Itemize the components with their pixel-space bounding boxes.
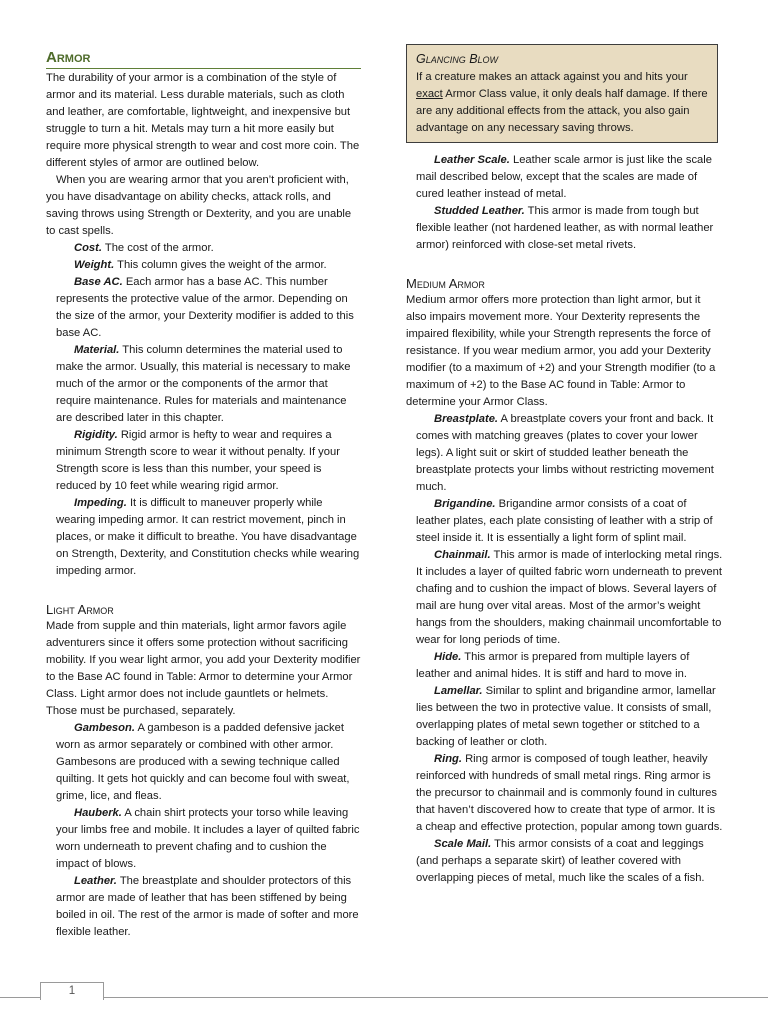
page-number: 1	[40, 982, 104, 1000]
entry-term: Studded Leather.	[434, 205, 525, 217]
light-armor-heading: Light Armor	[46, 602, 114, 617]
entry-text: Each armor has a base AC. This number represents the protective value of the armor. Depending on the size of the armor, your Dexterity modifier is added to this base AC.	[56, 276, 354, 339]
armor-intro: The durability of your armor is a combination of the style of armor and its material. Less durable materials, such as cloth and leather, are comfortable, lightweight, and inexpensive but struggle to turn a hit. Metals may turn a hit more easily but require more physical strength to wear and cost more coin. The different styles of armor are outlined below.	[46, 72, 360, 169]
medium-armor-entry-scale-mail	[406, 836, 723, 887]
entry-term: Leather Scale.	[434, 154, 510, 166]
glancing-blow-sidebar	[406, 44, 718, 143]
entry-text: Brigandine armor consists of a coat of leather plates, each plate consisting of leather with a strip of steel inside it. It is essentially a light form of splint mail.	[416, 498, 713, 544]
entry-term: Leather.	[74, 875, 117, 887]
entry-term: Hide.	[434, 651, 462, 663]
light-armor-intro: Made from supple and thin materials, light armor favors agile adventurers since it offers some protection without sacrificing mobility. If you wear light armor, you add your Dexterity modifier to the Base AC found in Table: Armor to determine your Armor Class. Light armor does not include gauntlets or helmets. Those must be purchased, separately.	[46, 620, 361, 717]
medium-armor-entry-ring	[406, 751, 723, 836]
entry-text: This armor is made of interlocking metal rings. It includes a layer of quilted fabric worn underneath to prevent chafing and to cushion the impact of blows. Several layers of mail are hung over vital areas. Most of the armor’s weight hangs from the shoulders, making chainmail uncomfortable to wear for long periods of time.	[416, 549, 723, 646]
entry-term: Chainmail.	[434, 549, 491, 561]
armor-entry-rigidity	[46, 427, 361, 495]
entry-text: Rigid armor is hefty to wear and requires a minimum Strength score to wear it without penalty. If your Strength score is less than this number, your speed is reduced by 10 feet while wearing rigid armor.	[56, 429, 340, 492]
sidebar-title: Glancing Blow	[416, 52, 499, 66]
armor-entry-base-ac	[46, 274, 361, 342]
left-column	[46, 70, 361, 941]
entry-term: Base AC.	[74, 276, 123, 288]
medium-armor-entry-chainmail	[406, 547, 723, 649]
entry-text: This column determines the material used to make the armor. Usually, this material is necessary to make much of the armor or the components of the armor that require maintenance. Rules for materials and maintenance are described later in this chapter.	[56, 344, 351, 424]
entry-text: Similar to splint and brigandine armor, lamellar lies between the two in protective value. It consists of small, overlapping plates of metal sewn together or stitched to a backing of leather or cloth.	[416, 685, 716, 748]
entry-text: This armor is prepared from multiple layers of leather and animal hides. It is stiff and hard to move in.	[416, 651, 690, 680]
entry-text: This column gives the weight of the armor.	[117, 259, 327, 271]
armor-entry-material	[46, 342, 361, 427]
armor-entry-cost	[46, 240, 361, 257]
medium-armor-entry-lamellar	[406, 683, 723, 751]
entry-term: Hauberk.	[74, 807, 122, 819]
entry-term: Gambeson.	[74, 722, 135, 734]
medium-armor-heading: Medium Armor	[406, 276, 485, 291]
entry-term: Rigidity.	[74, 429, 118, 441]
medium-armor-entry-hide	[406, 649, 723, 683]
entry-term: Cost.	[74, 242, 102, 254]
sidebar-text-part: Armor Class value, it only deals half damage. If there are any additional effects from the attack, you also gain advantage on any necessary saving throws.	[416, 88, 708, 134]
entry-text: It is difficult to maneuver properly while wearing impeding armor. It can restrict movement, pinch in places, or make it difficult to breathe. You have disadvantage on Strength, Dexterity, and Constitution checks while wearing impeding armor.	[56, 497, 360, 577]
light-armor-entry-leather	[46, 873, 361, 941]
entry-text: This armor consists of a coat and leggings (and perhaps a separate skirt) of leather covered with overlapping pieces of metal, much like the scales of a fish.	[416, 838, 705, 884]
entry-text: This armor is made from tough but flexible leather (not hardened leather, as with normal leather armor) reinforced with close-set metal rivets.	[416, 205, 714, 251]
sidebar-text	[416, 69, 709, 137]
sidebar-text-part: If a creature makes an attack against you and hits your	[416, 71, 688, 83]
entry-term: Lamellar.	[434, 685, 483, 697]
entry-text: A breastplate covers your front and back. It comes with matching greaves (plates to cover your lower legs). A light suit or skirt of studded leather beneath the breastplate protects your limbs without restricting movement much.	[416, 413, 714, 493]
entry-text: The breastplate and shoulder protectors of this armor are made of leather that has been stiffened by being boiled in oil. The rest of the armor is made of softer and more flexible leather.	[56, 875, 359, 938]
entry-term: Breastplate.	[434, 413, 499, 425]
sidebar-underlined-word: exact	[416, 88, 443, 100]
medium-armor-entry-breastplate	[406, 411, 723, 496]
armor-proficiency-paragraph: When you are wearing armor that you aren’t proficient with, you have disadvantage on ability checks, attack rolls, and saving throws using Strength or Dexterity, and you are unable to cast spells.	[46, 174, 352, 237]
light-armor-entry-hauberk	[46, 805, 361, 873]
entry-term: Impeding.	[74, 497, 127, 509]
armor-heading: Armor	[46, 49, 361, 69]
entry-text: Leather scale armor is just like the scale mail described below, except that the scales are made of cured leather instead of metal.	[416, 154, 712, 200]
entry-text: A gambeson is a padded defensive jacket worn as armor separately or combined with other armor. Gambesons are produced with a sewing technique called quilting. It gets hot quickly and can become foul with sweat, grime, lice, and fleas.	[56, 722, 350, 802]
medium-armor-entry-brigandine	[406, 496, 723, 547]
entry-text: A chain shirt protects your torso while leaving your limbs free and mobile. It includes a layer of quilted fabric worn underneath to prevent chafing and to cushion the impact of blows.	[56, 807, 360, 870]
armor-entry-weight	[46, 257, 361, 274]
armor-entry-impeding	[46, 495, 361, 580]
entry-term: Weight.	[74, 259, 115, 271]
right-column	[406, 152, 723, 887]
entry-term: Scale Mail.	[434, 838, 492, 850]
footer-divider	[0, 997, 768, 998]
entry-text: Ring armor is composed of tough leather, heavily reinforced with hundreds of small metal rings. Ring armor is the precursor to chainmail and is commonly found in cultures that haven’t discovered how to create that type of armor. It is a cheap and effective protection, popular among town guards.	[416, 753, 723, 833]
medium-armor-intro: Medium armor offers more protection than light armor, but it also impairs movement more. Your Dexterity represents the impaired flexibility, while your Strength represents the force of resistance. If you wear medium armor, you add your Dexterity modifier (to a maximum of +2) and your Strength modifier (to a maximum of +2) to the Base AC found in Table: Armor to determine your Armor Class.	[406, 294, 716, 408]
light-armor-entry-studded-leather	[406, 203, 723, 254]
entry-term: Ring.	[434, 753, 462, 765]
entry-term: Material.	[74, 344, 120, 356]
entry-term: Brigandine.	[434, 498, 496, 510]
light-armor-entry-gambeson	[46, 720, 361, 805]
entry-text: The cost of the armor.	[104, 242, 214, 254]
light-armor-entry-leather-scale	[406, 152, 723, 203]
